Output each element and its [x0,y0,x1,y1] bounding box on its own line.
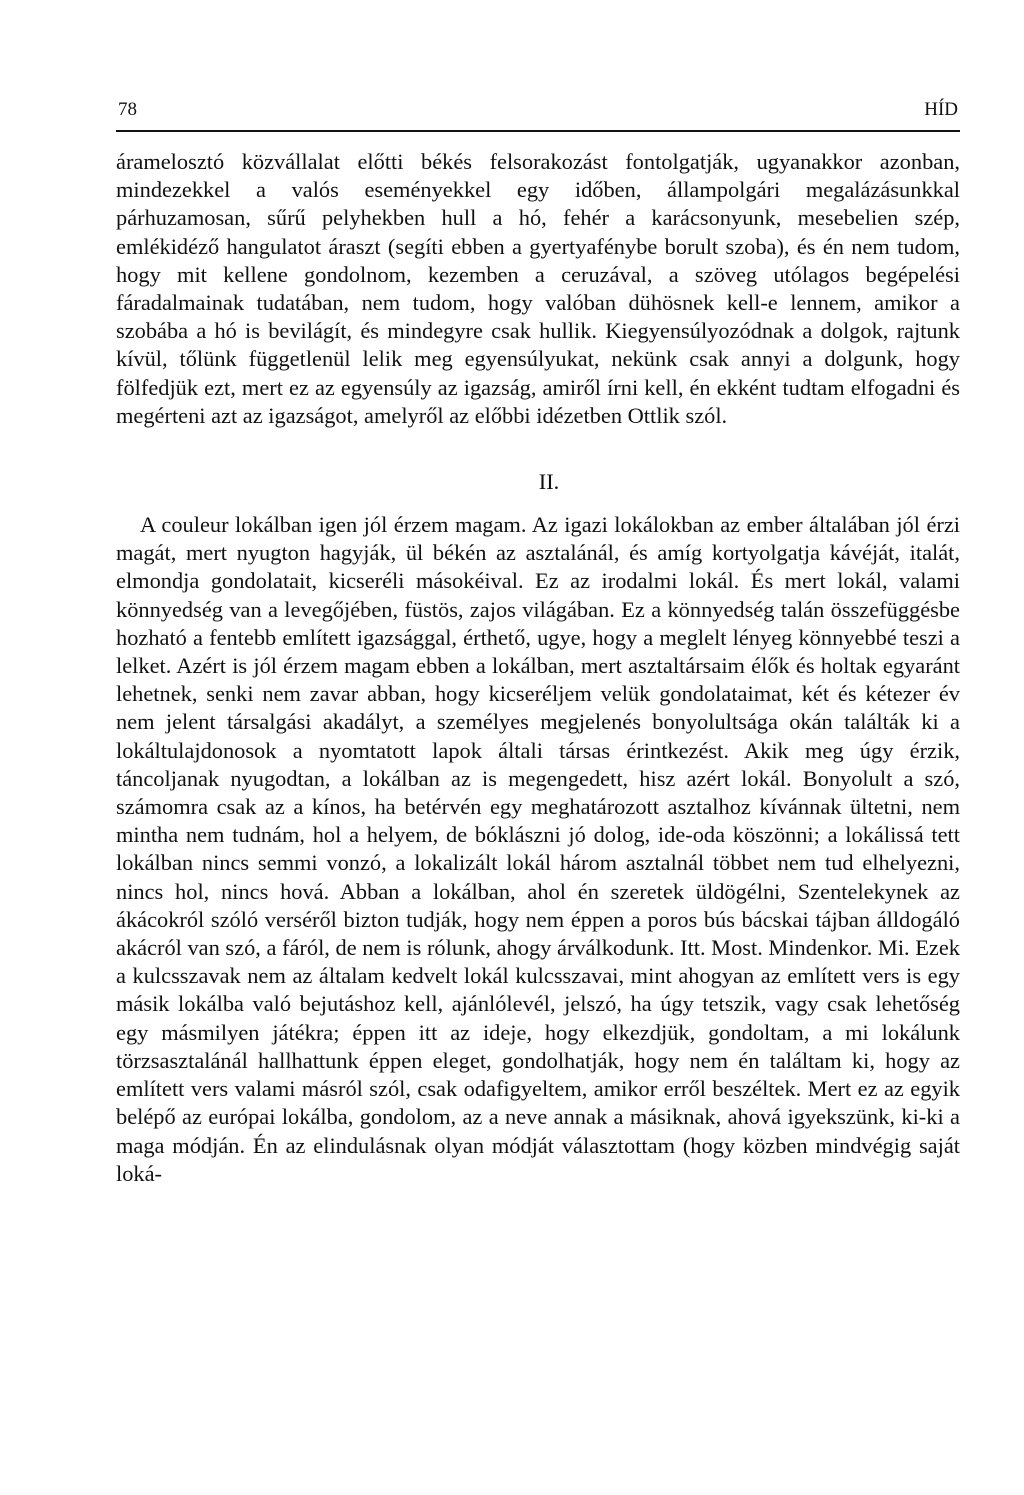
body-paragraph-1: áramelosztó közvállalat előtti békés felsorakozást fontolgatják, ugyanakkor azonban, mindezekkel a valós eseményekkel egy időben, állampolgári megalázásunkkal párhuzamosan, sűrű pelyhekben hull a hó, fehér a karácsonyunk, mesebelien szép, emlékidéző hangulatot áraszt (segíti ebben a gyertyafénybe borult szoba), és én nem tudom, hogy mit kellene gondolnom, kezemben a ceruzával, a szöveg utólagos begépelési fáradalmainak tudatában, nem tudom, hogy valóban dühösnek kell-e lennem, amikor a szobába a hó is bevilágít, és mindegyre csak hullik. Kiegyensúlyozódnak a dolgok, rajtunk kívül, tőlünk függetlenül lelik meg egyensúlyukat, nekünk csak annyi a dolgunk, hogy fölfedjük ezt, mert ez az egyensúly az igazság, amiről írni kell, én ekként tudtam elfogadni és megérteni azt az igazságot, amelyről az előbbi idézetben Ottlik szól. [116,149,960,428]
running-header [116,98,960,122]
body-paragraph-2: A couleur lokálban igen jól érzem magam. Az igazi lokálokban az ember általában jól érzi magát, mert nyugton hagyják, ül békén az asztalánál, és amíg kortyolgatja kávéját, italát, elmondja gondolatait, kicseréli másokéival. Ez az irodalmi lokál. És mert lokál, valami könnyedség van a levegőjében, füstös, zajos világában. Ez a könnyedség talán összefüggésbe hozható a fentebb említett igazsággal, érthető, ugye, hogy a meglelt lényeg könnyebbé teszi a lelket. Azért is jól érzem magam ebben a lokálban, mert asztaltársaim élők és holtak egyaránt lehetnek, senki nem zavar abban, hogy kicseréljem velük gondolataimat, két és kétezer év nem jelent társalgási akadályt, a személyes megjelenés bonyolultsága okán találták ki a lokáltulajdonosok a nyomtatott lapok általi társas érintkezést. Akik meg úgy érzik, táncoljanak nyugodtan, a lokálban az is megengedett, hisz azért lokál. Bonyolult a szó, számomra csak az a kínos, ha betérvén egy meghatározott asztalhoz kívánnak ültetni, nem mintha nem tudnám, hol a helyem, de bóklászni jó dolog, ide-oda köszönni; a lokálissá tett lokálban nincs semmi vonzó, a lokalizált lokál három asztalnál többet nem tud elhelyezni, nincs hol, nincs hová. Abban a lokálban, ahol én szeretek üldögélni, Szentelekynek az ákácokról szóló verséről bizton tudják, hogy nem éppen a poros bús bácskai tájban álldogáló akácról van szó, a fáról, de nem is rólunk, ahogy árválkodunk. Itt. Most. Mindenkor. Mi. Ezek a kulcsszavak nem az általam kedvelt lokál kulcsszavai, mint ahogyan az említett vers is egy másik lokálba való bejutáshoz kell, ajánlólevél, jelszó, ha úgy tetszik, vagy csak lehetőség egy másmilyen játékra; éppen itt az ideje, hogy elkezdjük, gondoltam, a mi lokálunk törzsasztalánál hallhattunk éppen eleget, gondolhatják, hogy nem én találtam ki, hogy az említett vers valami másról szól, csak odafigyeltem, amikor erről beszéltek. Mert ez az egyik belépő az európai lokálba, gondolom, az a neve annak a másiknak, ahová igyekszünk, ki-ki a maga módján. Én az elindulásnak olyan módját választottam (hogy közben mindvégig saját loká- [116,512,960,1186]
section-heading: II. [538,469,560,495]
header-rule [116,130,960,132]
page-number: 78 [118,99,137,120]
book-page [116,98,960,1188]
running-title: HÍD [924,99,958,120]
